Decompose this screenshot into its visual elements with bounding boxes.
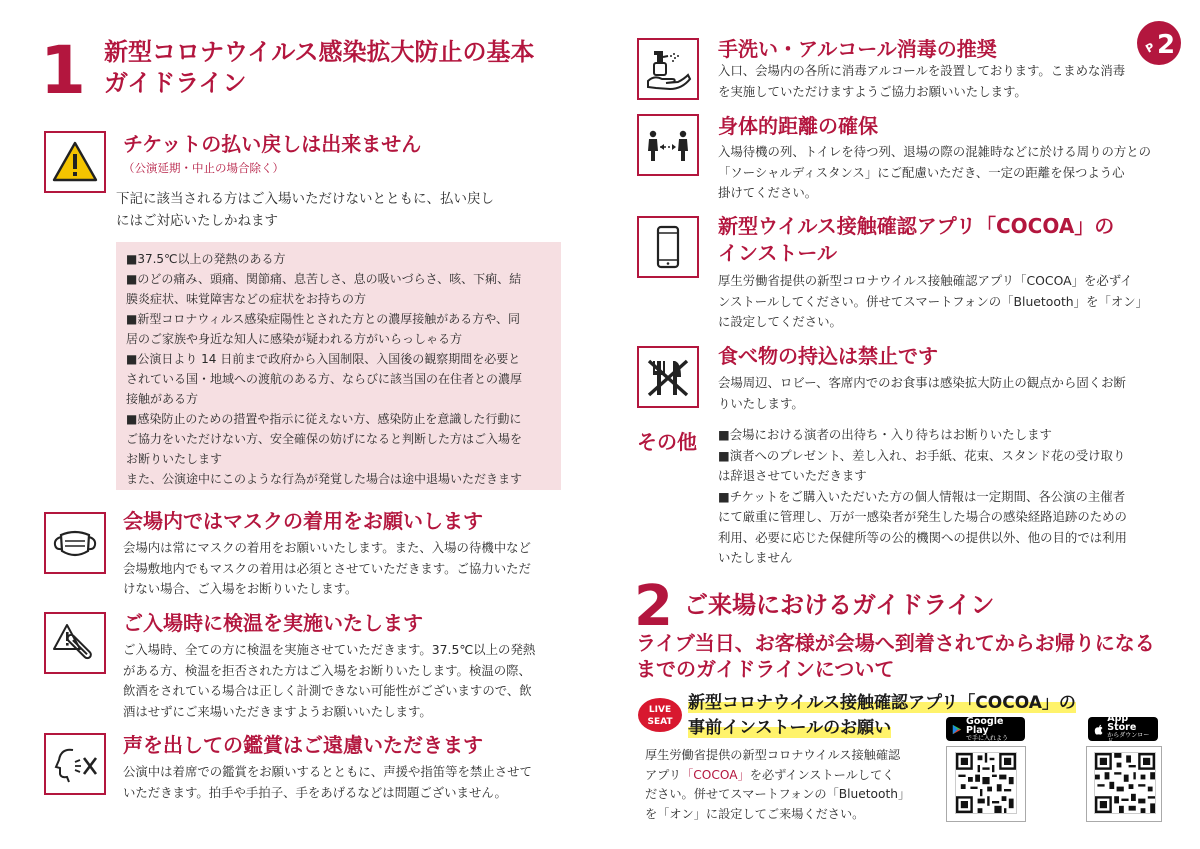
ticket-note: （公演延期・中止の場合除く） <box>123 161 284 175</box>
app-store-badge[interactable]: App Store からダウンロード <box>1088 717 1158 741</box>
app-store-qr-code[interactable] <box>1094 752 1156 814</box>
no-food-icon-box <box>637 346 699 408</box>
ticket-title: チケットの払い戻しは出来ません <box>123 132 422 156</box>
svg-text:LIVE: LIVE <box>648 705 672 715</box>
list-item: 利用、必要に応じた保健所等の公的機関への提供以外、他の目的では利用 <box>718 529 1127 545</box>
condition-line: ■感染防止のための措置や指示に従えない方、感染防止を意識した行動に <box>126 412 522 426</box>
cocoa-request-title: 新型コロナウイルス接触確認アプリ「COCOA」の 事前インストールのお願い <box>688 693 1076 738</box>
condition-line: 居のご家族や身近な知人に感染が疑われる方がいらっしゃる方 <box>126 332 463 346</box>
section2-subtitle: ライブ当日、お客様が会場へ到着されてからお帰りになる までのガイドラインについて <box>636 631 1155 681</box>
thermometer-icon-box <box>44 612 106 674</box>
handwash-body: 入口、会場内の各所に消毒アルコールを設置しております。こまめな消毒 を実施していただけますようご協力お願いいたします。 <box>718 63 1126 99</box>
distance-icon <box>644 121 692 169</box>
food-body: 会場周辺、ロビー、客席内でのお食事は感染拡大防止の観点から固くお断 りいたします。 <box>718 375 1126 411</box>
list-item: は辞退させていただきます <box>718 468 867 483</box>
mask-icon <box>51 519 99 567</box>
distance-body: 入場待機の列、トイレを待つ列、退場の際の混雑時などに於ける周りの方との 「ソーシャルディスタンス」にご配慮いただき、一定の距離を保つよう心 掛けてください。 <box>718 144 1152 200</box>
condition-line: ■新型コロナウィルス感染症陽性とされた方との濃厚接触がある方や、同 <box>126 312 521 326</box>
apple-icon <box>1094 723 1103 736</box>
ticket-intro: 下記に該当される方はご入場いただけないとともに、払い戻し にはご対応いたしかねます <box>116 191 494 229</box>
section1-number: 1 <box>40 32 86 109</box>
list-item: ■チケットをご購入いただいた方の個人情報は一定期間、各公演の主催者 <box>718 488 1126 504</box>
list-item: ■会場における演者の出待ち・入り待ちはお断りいたします <box>718 427 1052 442</box>
cocoa-request-body: 厚生労働省提供の新型コロナウイルス接触確認 アプリ「COCOA」を必ずインストールしてく ださい。併せてスマートフォンの「Bluetooth」 を「オン」に設定してご来場ください。 <box>645 748 911 821</box>
ticket-conditions-box <box>116 242 561 490</box>
warning-icon <box>51 138 99 186</box>
section1-title-line1: 新型コロナウイルス感染拡大防止の基本 <box>104 38 535 66</box>
condition-line: 接触がある方 <box>126 392 199 406</box>
section2-number: 2 <box>634 574 673 639</box>
condition-line: また、公演途中にこのような行為が発覚した場合は途中退場いただきます <box>126 472 523 486</box>
mask-body: 会場内は常にマスクの着用をお願いいたします。また、入場の待機中など 会場敷地内でもマスクの着用は必須とさせていただきます。ご協力いただ けない場合、ご入場をお断りいたします。 <box>123 540 531 596</box>
no-shouting-icon-box <box>44 733 106 795</box>
section2-title: ご来場におけるガイドライン <box>684 591 995 619</box>
temperature-title: ご入場時に検温を実施いたします <box>123 611 423 635</box>
page-number-badge <box>1136 20 1182 66</box>
liveseat-logo <box>637 697 683 733</box>
condition-line: ■37.5℃以上の発熱のある方 <box>126 252 286 266</box>
google-play-icon <box>952 723 962 736</box>
section1-title-line2: ガイドライン <box>104 69 247 97</box>
condition-line: されている国・地域への渡航のある方、ならびに該当国の在住者との濃厚 <box>126 372 523 386</box>
voice-title: 声を出しての鑑賞はご遠慮いただきます <box>123 733 483 757</box>
distance-icon-box <box>637 114 699 176</box>
cocoa-install-title: 新型ウイルス接触確認アプリ「COCOA」の インストール <box>718 214 1115 265</box>
mask-title: 会場内ではマスクの着用をお願いします <box>123 509 483 533</box>
mask-icon-box <box>44 512 106 574</box>
smartphone-icon-box <box>637 216 699 278</box>
google-play-badge[interactable]: Google Play で手に入れよう <box>946 717 1025 741</box>
other-label: その他 <box>637 430 697 454</box>
section1-title <box>104 37 584 99</box>
page-badge-prefix: P <box>1143 40 1157 56</box>
no-shouting-icon <box>51 740 99 788</box>
list-item: にて厳重に管理し、万が一感染者が発生した場合の感染経路追跡のための <box>718 509 1127 524</box>
condition-line: お断りいたします <box>126 452 223 466</box>
thermometer-icon <box>51 619 99 667</box>
food-title: 食べ物の持込は禁止です <box>718 344 938 368</box>
other-list <box>718 425 1162 569</box>
smartphone-icon <box>644 223 692 271</box>
condition-line: ご協力をいただけない方、安全確保の妨げになると判断した方はご入場を <box>126 432 523 446</box>
handwash-title: 手洗い・アルコール消毒の推奨 <box>718 37 997 61</box>
handwash-icon <box>644 45 692 93</box>
cocoa-install-body: 厚生労働省提供の新型コロナウイルス接触確認アプリ「COCOA」を必ずイ ンストールしてください。併せてスマートフォンの「Bluetooth」を「オン」 に設定してください。 <box>718 273 1149 329</box>
condition-line: ■のどの痛み、頭痛、関節痛、息苦しさ、息の吸いづらさ、咳、下痢、結 <box>126 272 522 286</box>
list-item: ■演者へのプレゼント、差し入れ、お手紙、花束、スタンド花の受け取り <box>718 447 1126 463</box>
warning-icon-box <box>44 131 106 193</box>
list-item: いたしません <box>718 550 793 565</box>
no-food-icon <box>644 353 692 401</box>
google-play-qr-code[interactable] <box>955 752 1017 814</box>
page-badge-number: 2 <box>1157 30 1176 60</box>
condition-line: ■公演日より 14 日前まで政府から入国制限、入国後の観察期間を必要と <box>126 352 521 366</box>
svg-text:SEAT: SEAT <box>647 717 673 727</box>
distance-title: 身体的距離の確保 <box>718 114 878 138</box>
voice-body: 公演中は着席での鑑賞をお願いするとともに、声援や指笛等を禁止させて いただきます。拍手や手拍子、手をあげるなどは問題ございません。 <box>123 764 532 800</box>
condition-line: 膜炎症状、味覚障害などの症状をお持ちの方 <box>126 292 367 306</box>
handwash-icon-box <box>637 38 699 100</box>
temperature-body: ご入場時、全ての方に検温を実施させていただきます。37.5℃以上の発熱 がある方、検温を拒否された方はご入場をお断りいたします。検温の際、 飲酒をされている場合は正しく計測できない可能性がございますので、飲 酒はせずにご来場いただきますようお願いいたします。 <box>123 642 536 719</box>
